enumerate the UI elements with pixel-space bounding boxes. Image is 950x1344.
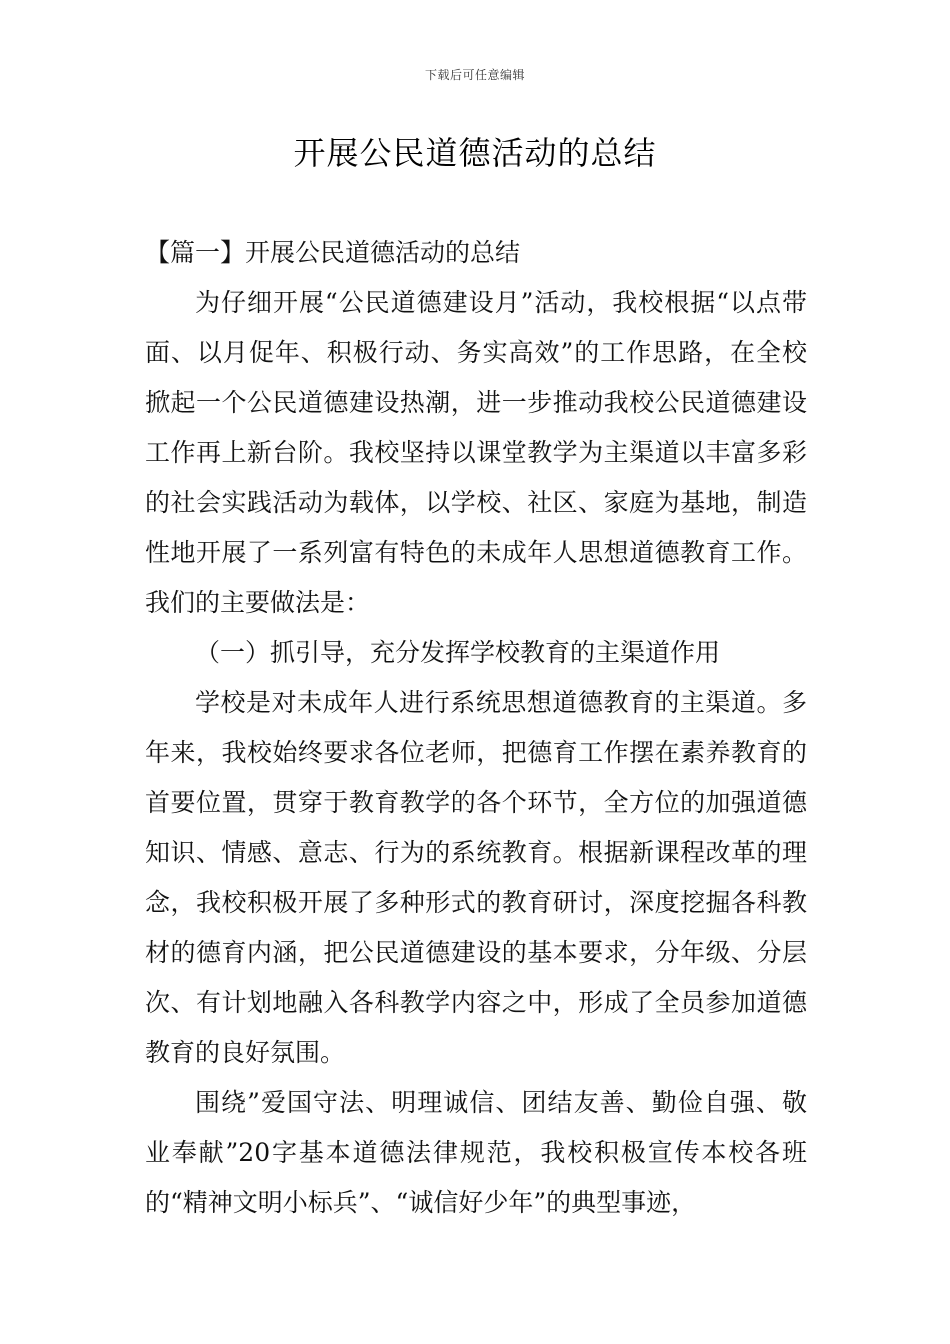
document-title: 开展公民道德活动的总结	[293, 134, 657, 172]
header-note: 下载后可任意编辑	[424, 68, 525, 82]
subheading-guidance: （一）抓引导，充分发挥学校教育的主渠道作用	[195, 638, 721, 667]
document-body	[145, 228, 807, 1228]
paragraph-moral-norms: 围绕”爱国守法、明理诚信、团结友善、勤俭自强、敬业奉献”20字基本道德法律规范，我校积极宣传本校各班的“精神文明小标兵”、“诚信好少年”的典型事迹，	[145, 1088, 807, 1217]
section-heading: 【篇一】开展公民道德活动的总结	[145, 238, 521, 267]
paragraph-school-education: 学校是对未成年人进行系统思想道德教育的主渠道。多年来，我校始终要求各位老师，把德育工作摆在素养教育的首要位置，贯穿于教育教学的各个环节，全方位的加强道德知识、情感、意志、行为的系统教育。根据新课程改革的理念，我校积极开展了多种形式的教育研讨，深度挖掘各科教材的德育内涵，把公民道德建设的基本要求，分年级、分层次、有计划地融入各科教学内容之中，形成了全员参加道德教育的良好氛围。	[145, 688, 807, 1067]
paragraph-intro: 为仔细开展“公民道德建设月”活动，我校根据“以点带面、以月促年、积极行动、务实高效”的工作思路，在全校掀起一个公民道德建设热潮，进一步推动我校公民道德建设工作再上新台阶。我校坚持以课堂教学为主渠道以丰富多彩的社会实践活动为载体，以学校、社区、家庭为基地，制造性地开展了一系列富有特色的未成年人思想道德教育工作。我们的主要做法是：	[145, 288, 807, 617]
